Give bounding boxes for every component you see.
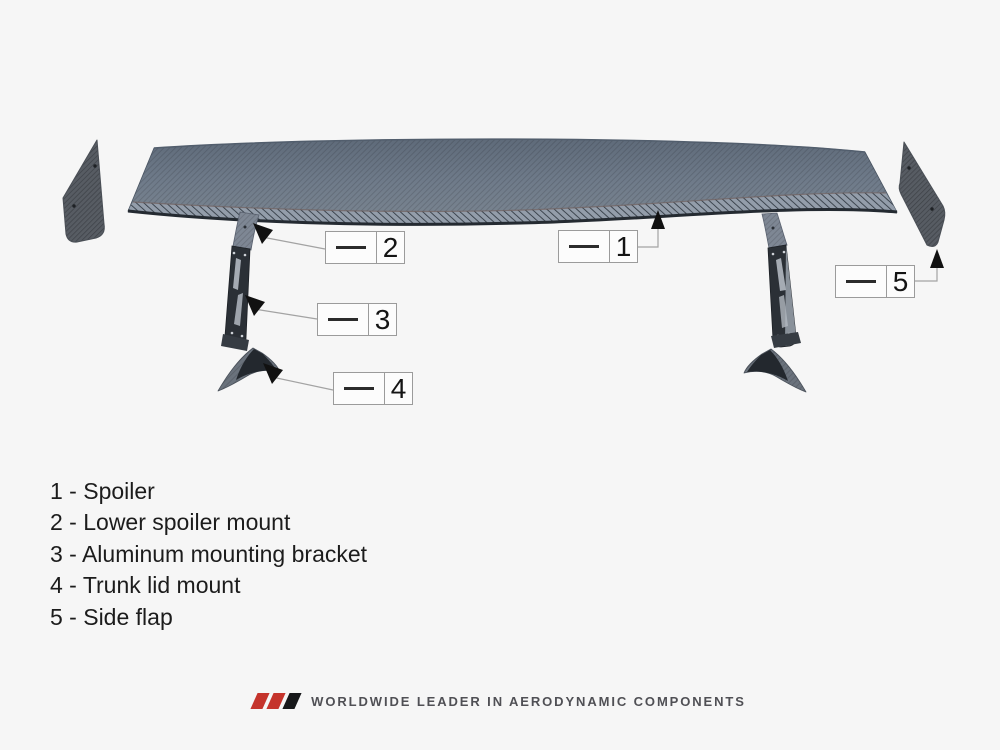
callout-dash-cell: [836, 266, 887, 297]
leader-line-3: [254, 309, 317, 319]
callout-number: 2: [382, 231, 399, 263]
callout-box-1: [558, 230, 638, 263]
callout-box-5: [835, 265, 915, 298]
callout-box-4: [333, 372, 413, 405]
callout-number: 1: [615, 230, 632, 262]
leader-line-2: [262, 237, 325, 249]
leader-line-5: [915, 267, 937, 281]
callout-number: 3: [374, 303, 391, 335]
rivet-dot: [907, 166, 910, 169]
leader-line-1: [638, 228, 658, 247]
left-aluminum-bracket: [221, 246, 250, 351]
brand-footer: [0, 693, 1000, 709]
bolt-dot: [241, 335, 244, 338]
bolt-dot: [772, 253, 775, 256]
legend-item: 2 - Lower spoiler mount: [50, 509, 291, 536]
bolt-dot: [783, 251, 786, 254]
callout-box-3: [317, 303, 397, 336]
callout-box-2: [325, 231, 405, 264]
right-trunk-lid-mount: [744, 349, 806, 392]
dash-icon: [569, 245, 599, 248]
callout-number: 5: [892, 265, 909, 297]
bolt-dot: [772, 227, 775, 230]
rivet-dot: [93, 164, 96, 167]
callout-arrow-2-icon: [253, 223, 273, 244]
callout-number: 4: [390, 372, 407, 404]
bolt-dot: [244, 254, 247, 257]
rivet-dot: [72, 204, 75, 207]
leader-line-4: [272, 377, 333, 390]
dash-icon: [336, 246, 366, 249]
brand-stripe-black-icon: [283, 693, 302, 709]
right-lower-spoiler-mount: [762, 213, 787, 248]
bolt-dot: [233, 252, 236, 255]
bolt-dot: [244, 226, 247, 229]
left-side-flap-part: [63, 140, 104, 242]
callout-dash-cell: [326, 232, 377, 263]
dash-icon: [846, 280, 876, 283]
legend-item: 3 - Aluminum mounting bracket: [50, 540, 368, 567]
callout-dash-cell: [318, 304, 369, 335]
legend-item: 5 - Side flap: [50, 603, 173, 630]
legend-item: 4 - Trunk lid mount: [50, 572, 241, 599]
callout-arrow-3-icon: [245, 295, 265, 316]
callout-dash-cell: [334, 373, 385, 404]
right-side-flap-part: [899, 142, 945, 246]
parts-legend: [50, 476, 367, 633]
brand-tagline: WORLDWIDE LEADER IN AERODYNAMIC COMPONENTS: [311, 693, 746, 709]
callout-arrow-5-icon: [930, 249, 944, 268]
callout-dash-cell: [559, 231, 610, 262]
brand-stripes-logo: [254, 693, 298, 709]
right-aluminum-bracket: [768, 245, 801, 348]
bolt-dot: [231, 332, 234, 335]
dash-icon: [328, 318, 358, 321]
spoiler-blade: [128, 139, 897, 224]
rivet-dot: [930, 207, 933, 210]
legend-item: 1 - Spoiler: [50, 478, 155, 504]
dash-icon: [344, 387, 374, 390]
